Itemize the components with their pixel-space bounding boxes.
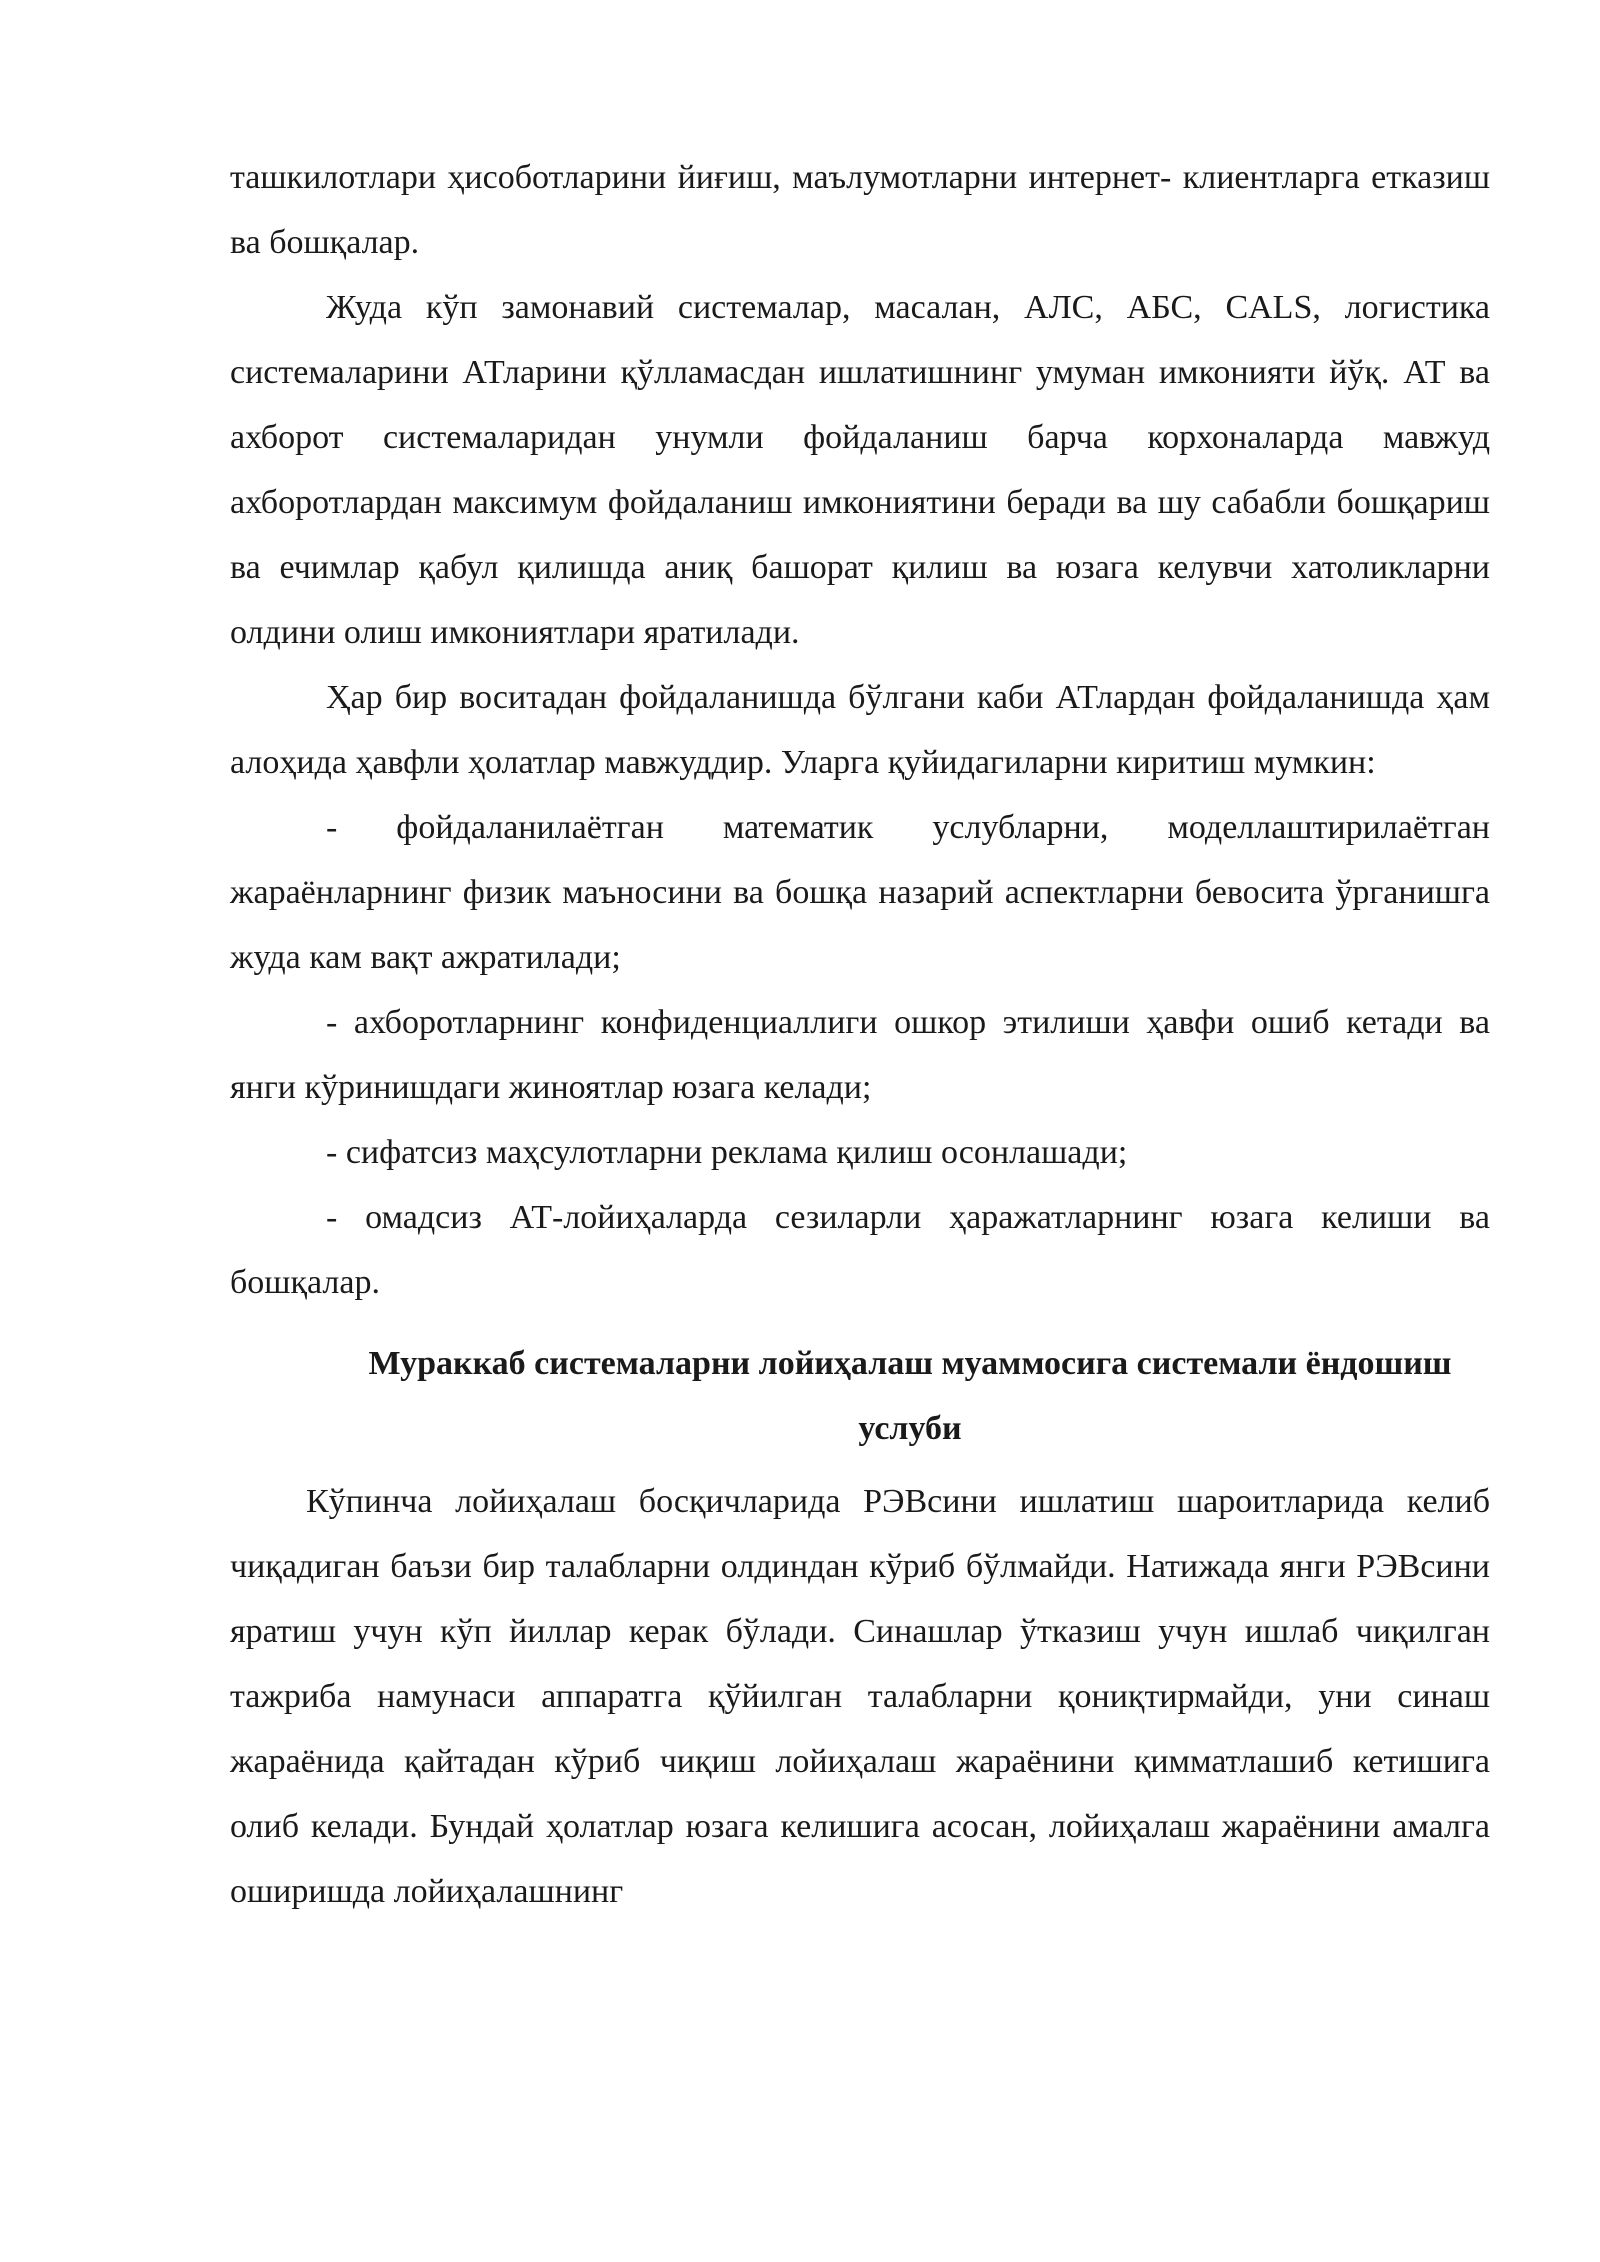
- section-heading: Мураккаб системаларни лойиҳалаш муаммосига системали ёндошиш услуби: [368, 1345, 1452, 1447]
- list-item-failed-projects: - омадсиз АТ-лойиҳаларда сезиларли ҳаражатларнинг юзага келиши ва бошқалар.: [230, 1199, 1490, 1301]
- paragraph-design-stages: Кўпинча лойиҳалаш босқичларида РЭВсини ишлатиш шароитларида келиб чиқадиган баъзи бир талабларни олдиндан кўриб бўлмайди. Натижада янги РЭВсини яратиш учун кўп йиллар керак бўлади. Синашлар ўтказиш учун ишлаб чиқилган тажриба намунаси аппаратга қўйилган талабларни қониқтирмайди, уни синаш жараёнида қайтадан кўриб чиқиш лойиҳалаш жараёнини қимматлашиб кетишига олиб келади. Бундай ҳолатлар юзага келишига асосан, лойиҳалаш жараёнини амалга оширишда лойиҳалашнинг: [230, 1483, 1490, 1910]
- paragraph-continuation: ташкилотлари ҳисоботларини йиғиш, маълумотларни интернет- клиентларга етказиш ва бошқалар.: [230, 159, 1490, 261]
- list-item-confidentiality: - ахборотларнинг конфиденциаллиги ошкор этилиши ҳавфи ошиб кетади ва янги кўринишдаги жиноятлар юзага келади;: [230, 1004, 1490, 1106]
- document-body: [230, 145, 1490, 1924]
- list-item-advertising: - сифатсиз маҳсулотларни реклама қилиш осонлашади;: [326, 1134, 1128, 1171]
- list-item-methods: - фойдаланилаётган математик услубларни, моделлаштирилаётган жараёнларнинг физик маъносини ва бошқа назарий аспектларни бевосита ўрганишга жуда кам вақт ажратилади;: [230, 809, 1490, 976]
- paragraph-modern-systems: Жуда кўп замонавий системалар, масалан, АЛС, АБС, CALS, логистика системаларини АТларини қўлламасдан ишлатишнинг умуман имконияти йўқ. АТ ва ахборот системаларидан унумли фойдаланиш барча корхоналарда мавжуд ахборотлардан максимум фойдаланиш имкониятини беради ва шу сабабли бошқариш ва ечимлар қабул қилишда аниқ башорат қилиш ва юзага келувчи хатоликларни олдини олиш имкониятлари яратилади.: [230, 289, 1490, 651]
- paragraph-risks-intro: Ҳар бир воситадан фойдаланишда бўлгани каби АТлардан фойдаланишда ҳам алоҳида ҳавфли ҳолатлар мавжуддир. Уларга қуйидагиларни киритиш мумкин:: [230, 679, 1490, 781]
